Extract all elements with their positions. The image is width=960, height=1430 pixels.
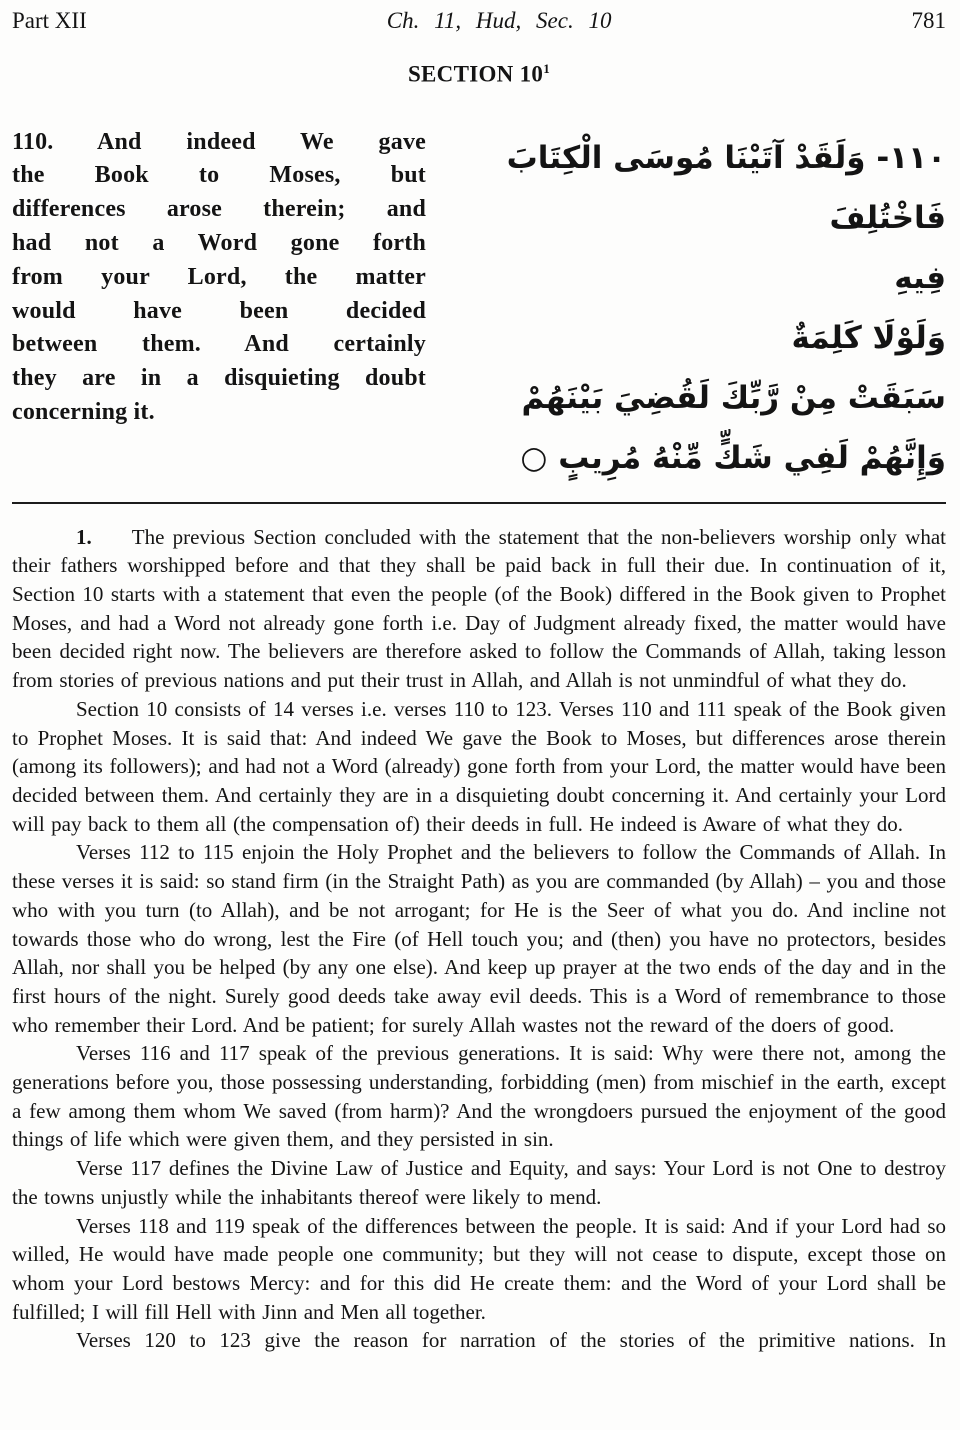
commentary-paragraph: Section 10 consists of 14 verses i.e. verses 110 to 123. Verses 110 and 111 speak of the Book given to Prophet Moses. It is said that: And indeed We gave the Book to Moses, but differences arose therein (among its followers); and had not a Word (already) gone forth from your Lord, the matter would have been decided between them. And certainly they are in a disquieting doubt concerning it. And certainly your Lord will pay back to them all (the compensation of) their deeds in full. He indeed is Aware of what they do. <box>12 696 946 836</box>
footnote-number: 1. <box>76 524 92 549</box>
part-label: Part XII <box>12 8 87 33</box>
commentary-section <box>12 523 946 1355</box>
commentary-paragraph: Verses 112 to 115 enjoin the Holy Prophet and the believers to follow the Commands of Allah. In these verses it is said: so stand firm (in the Straight Path) as you are commanded (by Allah) – you and those who with you turn (to Allah), and be not arrogant; for He is the Seer of what you do. And incline not towards those who do wrong, lest the Fire (of Hell touch you; and (then) you have no protectors, besides Allah, nor shall you be helped (by any one else). And keep up prayer at the two ends of the day and in the first hours of the night. Surely good deeds take away evil deeds. This is a Word of remembrance to those who remember their Lord. And be patient; for surely Allah wastes not the reward of the doers of good. <box>12 840 946 1037</box>
commentary-paragraph: Verses 120 to 123 give the reason for narration of the stories of the primitive nations. In <box>76 1328 946 1353</box>
section-heading-text: SECTION 10 <box>407 61 544 87</box>
divider-rule <box>12 502 946 504</box>
verse-arabic-line: فِيهِ <box>894 259 946 296</box>
commentary-paragraph: Verses 118 and 119 speak of the differences between the people. It is said: And if your Lord had so willed, He would have made people one community; but they will not cease to dispute, except those on whom your Lord bestows Mercy: and for this did He create them: and the Word of your Lord shall be fulfilled; I will fill Hell with Jinn and Men all together. <box>12 1213 946 1324</box>
page-number: 781 <box>911 8 946 33</box>
verse-arabic-line: وَإِنَّهُمْ لَفِي شَكٍّ مِّنْهُ مُرِيبٍ ○ <box>520 439 946 476</box>
paragraph-text: The previous Section concluded with the statement that the non-believers worship only what their fathers worshipped before and that they shall be paid back in full their due. In continuation of it, Section 10 starts with a statement that even the people (of the Book) differed in the Book given to Prophet Moses, and had a Word not already gone forth i.e. Day of Judgment already fixed, the matter would have been decided right now. The believers are therefore asked to follow the Commands of Allah, taking lesson from stories of previous nations and put their trust in Allah, and Allah is not unmindful of what they do. <box>12 524 946 693</box>
verse-arabic-line: ١١٠- وَلَقَدْ آتَيْنَا مُوسَى الْكِتَابَ فَاخْتُلِفَ <box>506 139 946 236</box>
commentary-paragraph <box>12 523 946 695</box>
commentary-paragraph: Verse 117 defines the Divine Law of Justice and Equity, and says: Your Lord is not One to destroy the towns unjustly while the inhabitants thereof were likely to mend. <box>12 1156 946 1209</box>
verse-arabic-line: وَلَوْلَا كَلِمَةٌ <box>791 319 946 356</box>
verse-english-line: they are in a disquieting doubt <box>12 365 426 392</box>
verse-block <box>12 126 946 488</box>
verse-english-line: 110. And indeed We gave <box>12 128 426 155</box>
verse-english-line: from your Lord, the matter <box>12 263 426 290</box>
chapter-title: Ch. 11, Hud, Sec. 10 <box>386 8 612 33</box>
running-header <box>12 8 946 34</box>
verse-english-translation <box>12 126 426 488</box>
verse-english-line: had not a Word gone forth <box>12 230 426 257</box>
verse-english-line: would have been decided <box>12 297 426 324</box>
verse-english-line: between them. And certainly <box>12 331 426 358</box>
verse-english-line: the Book to Moses, but <box>12 162 426 189</box>
section-footnote-ref: 1 <box>543 61 551 76</box>
verse-arabic-line: سَبَقَتْ مِنْ رَّبِّكَ لَقُضِيَ بَيْنَهُمْ <box>521 379 946 416</box>
verse-english-line: differences arose therein; and <box>12 196 426 223</box>
section-heading <box>12 61 946 88</box>
commentary-paragraph: Verses 116 and 117 speak of the previous generations. It is said: Why were there not, among the generations before you, those possessing understanding, forbidding (men) from mischief in the earth, except a few among them whom We saved (from harm)? And the wrongdoers pursued the enjoyment of the good things of life which were given them, and they persisted in sin. <box>12 1041 946 1152</box>
verse-arabic-text <box>496 126 946 488</box>
verse-english-line: concerning it. <box>12 399 155 426</box>
